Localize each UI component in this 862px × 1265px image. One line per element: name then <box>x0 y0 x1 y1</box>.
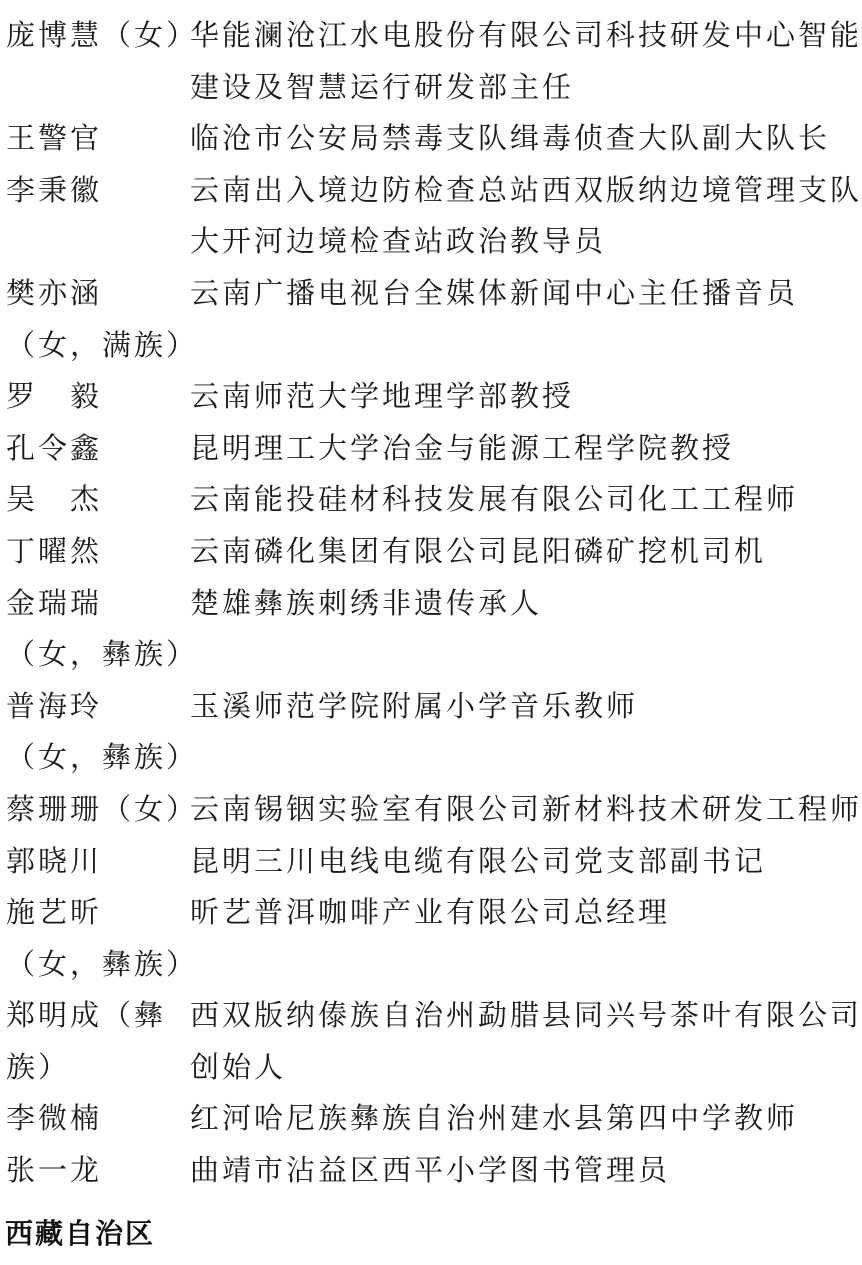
list-item <box>0 990 862 1093</box>
honoree-title: 云南师范大学地理学部教授 <box>190 379 575 414</box>
list-item <box>0 10 862 113</box>
honoree-name: 蔡珊珊（女） <box>6 791 199 826</box>
honoree-name: 郭晓川 <box>6 843 103 878</box>
honoree-title: 昆明理工大学冶金与能源工程学院教授 <box>190 430 735 465</box>
list-item <box>0 784 862 836</box>
section-heading: 西藏自治区 <box>5 1217 156 1250</box>
honoree-title: 西双版纳傣族自治州勐腊县同兴号茶叶有限公司创始人 <box>190 998 862 1084</box>
list-item <box>0 113 862 165</box>
honoree-title: 云南磷化集团有限公司昆阳磷矿挖机司机 <box>190 533 767 568</box>
honoree-title: 云南锡铟实验室有限公司新材料技术研发工程师 <box>190 791 862 826</box>
list-item <box>0 165 862 268</box>
honoree-title: 昕艺普洱咖啡产业有限公司总经理 <box>190 895 671 930</box>
honoree-title: 云南广播电视台全媒体新闻中心主任播音员 <box>190 275 799 310</box>
list-item <box>0 474 862 526</box>
honoree-title: 楚雄彝族刺绣非遗传承人 <box>190 585 543 620</box>
list-item <box>0 578 862 681</box>
honoree-name: 普海玲（女，彝族） <box>6 688 199 775</box>
honoree-name: 李微楠 <box>6 1101 103 1136</box>
honoree-name: 李秉徽 <box>6 172 103 207</box>
honoree-name: 樊亦涵（女，满族） <box>6 275 199 362</box>
honoree-title: 昆明三川电线电缆有限公司党支部副书记 <box>190 843 767 878</box>
honoree-title: 玉溪师范学院附属小学音乐教师 <box>190 688 639 723</box>
honoree-name: 金瑞瑞（女，彝族） <box>6 585 199 672</box>
list-item <box>0 268 862 371</box>
honoree-list <box>0 10 862 1197</box>
honoree-name: 郑明成（彝族） <box>6 998 167 1084</box>
list-item <box>0 526 862 578</box>
honoree-name: 罗 毅 <box>6 379 103 414</box>
honoree-title: 红河哈尼族彝族自治州建水县第四中学教师 <box>190 1101 799 1136</box>
honoree-title: 华能澜沧江水电股份有限公司科技研发中心智能建设及智慧运行研发部主任 <box>190 18 862 104</box>
list-item <box>0 681 862 784</box>
honoree-name: 张一龙 <box>6 1153 103 1188</box>
honoree-name: 孔令鑫 <box>6 430 103 465</box>
list-item <box>0 423 862 475</box>
honoree-title: 云南出入境边防检查总站西双版纳边境管理支队大开河边境检查站政治教导员 <box>190 172 862 259</box>
honoree-name: 庞博慧（女） <box>6 18 199 52</box>
list-item <box>0 1093 862 1145</box>
list-item <box>0 1145 862 1197</box>
honoree-title: 临沧市公安局禁毒支队缉毒侦查大队副大队长 <box>190 121 831 156</box>
honoree-name: 施艺昕（女，彝族） <box>6 895 199 981</box>
honoree-name: 丁曜然 <box>6 533 103 568</box>
honoree-name: 王警官 <box>6 121 103 156</box>
honoree-name: 吴 杰 <box>6 482 103 517</box>
list-item <box>0 836 862 888</box>
list-item <box>0 371 862 423</box>
list-item <box>0 887 862 990</box>
honoree-title: 曲靖市沾益区西平小学图书管理员 <box>190 1153 671 1188</box>
honoree-title: 云南能投硅材科技发展有限公司化工工程师 <box>190 482 799 517</box>
